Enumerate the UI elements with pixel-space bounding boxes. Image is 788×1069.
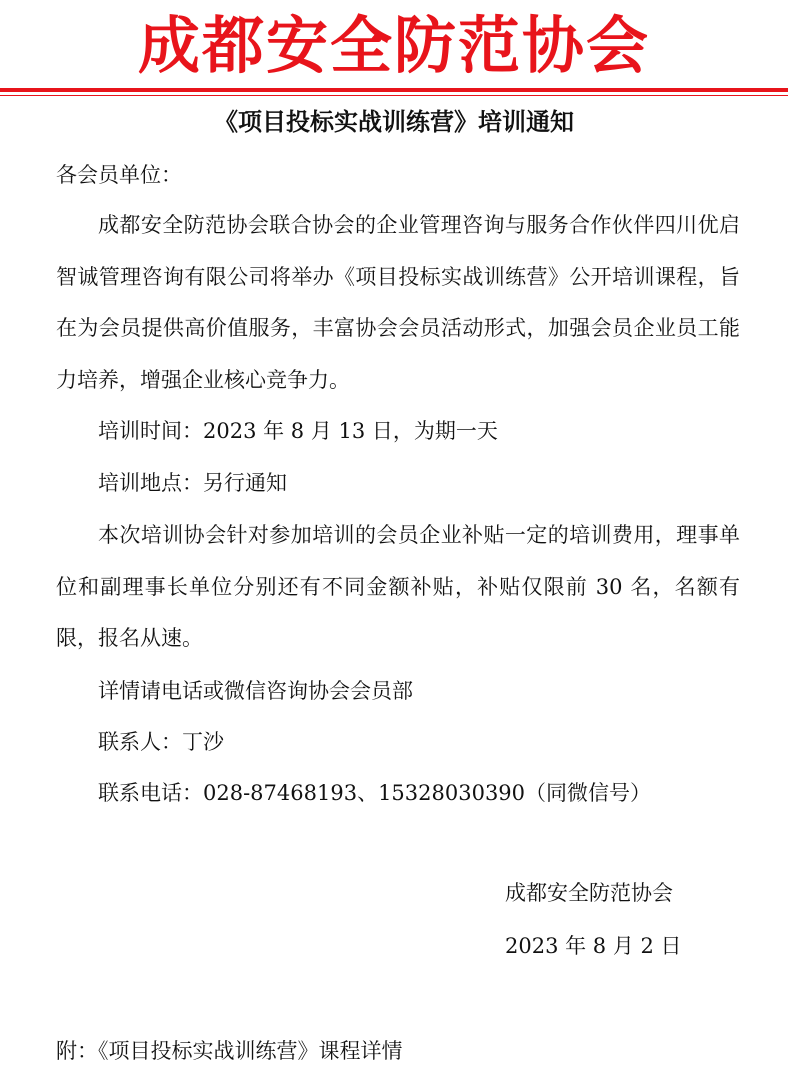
- subsidy-paragraph: 本次培训协会针对参加培训的会员企业补贴一定的培训费用，理事单位和副理事长单位分别还有不同金额补贴，补贴仅限前 30 名，名额有限，报名从速。: [56, 523, 740, 650]
- intro-paragraph: 成都安全防范协会联合协会的企业管理咨询与服务合作伙伴四川优启智诚管理咨询有限公司将举办《项目投标实战训练营》公开培训课程，旨在为会员提供高价值服务，丰富协会会员活动形式，加强会员企业员工能力培养，增强企业核心竞争力。: [56, 213, 740, 392]
- document-title: 《项目投标实战训练营》培训通知: [214, 108, 574, 136]
- signature-org: 成都安全防范协会: [505, 881, 673, 905]
- attachment-note: 附：《项目投标实战训练营》课程详情: [56, 1039, 403, 1063]
- letterhead-org-name: 成都安全防范协会: [137, 9, 650, 82]
- contact-phone: 联系电话：028-87468193、15328030390（同微信号）: [98, 781, 652, 805]
- salutation: 各会员单位：: [56, 163, 182, 187]
- contact-person: 联系人：丁沙: [98, 730, 224, 754]
- training-time: 培训时间：2023 年 8 月 13 日，为期一天: [98, 419, 498, 443]
- training-place: 培训地点：另行通知: [98, 471, 287, 495]
- contact-intro: 详情请电话或微信咨询协会会员部: [98, 679, 413, 703]
- letterhead-rule-thin: [0, 95, 788, 96]
- signature-date: 2023 年 8 月 2 日: [505, 934, 682, 958]
- letterhead-rule-thick: [0, 88, 788, 92]
